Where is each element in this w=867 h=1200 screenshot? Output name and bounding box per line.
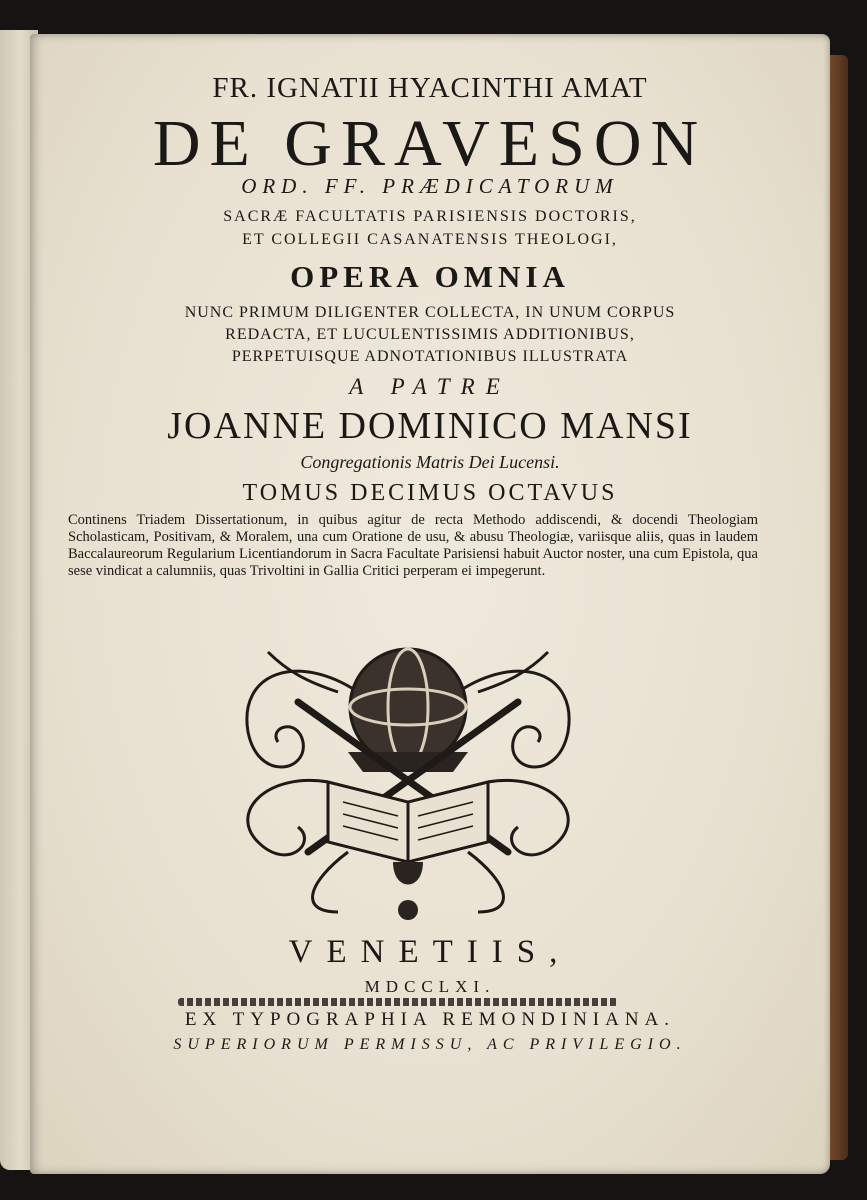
order-line: ORD. FF. PRÆDICATORUM bbox=[241, 174, 619, 198]
college-line: ET COLLEGII CASANATENSIS THEOLOGI, bbox=[242, 231, 618, 248]
imprint-permission: SUPERIORUM PERMISSU, AC PRIVILEGIO. bbox=[173, 1036, 687, 1053]
opera-omnia-title: OPERA OMNIA bbox=[290, 259, 570, 294]
ornamental-rule bbox=[178, 998, 618, 1006]
congregation-line: Congregationis Matris Dei Lucensi. bbox=[300, 452, 560, 472]
nunc-line: NUNC PRIMUM DILIGENTER COLLECTA, IN UNUM CORPUS bbox=[184, 304, 676, 321]
imprint-place: VENETIIS, bbox=[288, 934, 572, 970]
armillary-sphere-emblem-icon bbox=[208, 632, 608, 927]
a-patre-line: A PATRE bbox=[349, 374, 511, 399]
imprint-year: MDCCLXI. bbox=[364, 977, 496, 996]
editor-name: JOANNE DOMINICO MANSI bbox=[167, 405, 693, 447]
author-prefix: FR. IGNATII HYACINTHI AMAT bbox=[212, 72, 648, 104]
title-page bbox=[30, 34, 830, 1174]
redacta-line: REDACTA, ET LUCULENTISSIMIS ADDITIONIBUS, bbox=[225, 326, 635, 343]
imprint-printer: EX TYPOGRAPHIA REMONDINIANA. bbox=[184, 1009, 676, 1030]
perpetuis-line: PERPETUISQUE ADNOTATIONIBUS ILLUSTRATA bbox=[231, 348, 629, 365]
contents-paragraph: Continens Triadem Dissertationum, in quibus agitur de recta Methodo addiscendi, & docendi Theologiam Scholasticam, Positivam, & Moralem, una cum Oratione de usu, & abusu Theologiæ, variisque aliis, quas in laudem Baccalaureorum Regularium Licentiandorum in Sacra Facultate Parisiensi habuit Auctor noster, una cum Epistola, qua sese vindicat a calumniis, quas Trivoltini in Gallia Critici perperam ei impegerunt. bbox=[68, 512, 758, 579]
author-name: DE GRAVESON bbox=[152, 107, 708, 180]
volume-line: TOMUS DECIMUS OCTAVUS bbox=[242, 480, 618, 506]
faculty-line: SACRÆ FACULTATIS PARISIENSIS DOCTORIS, bbox=[223, 208, 637, 225]
